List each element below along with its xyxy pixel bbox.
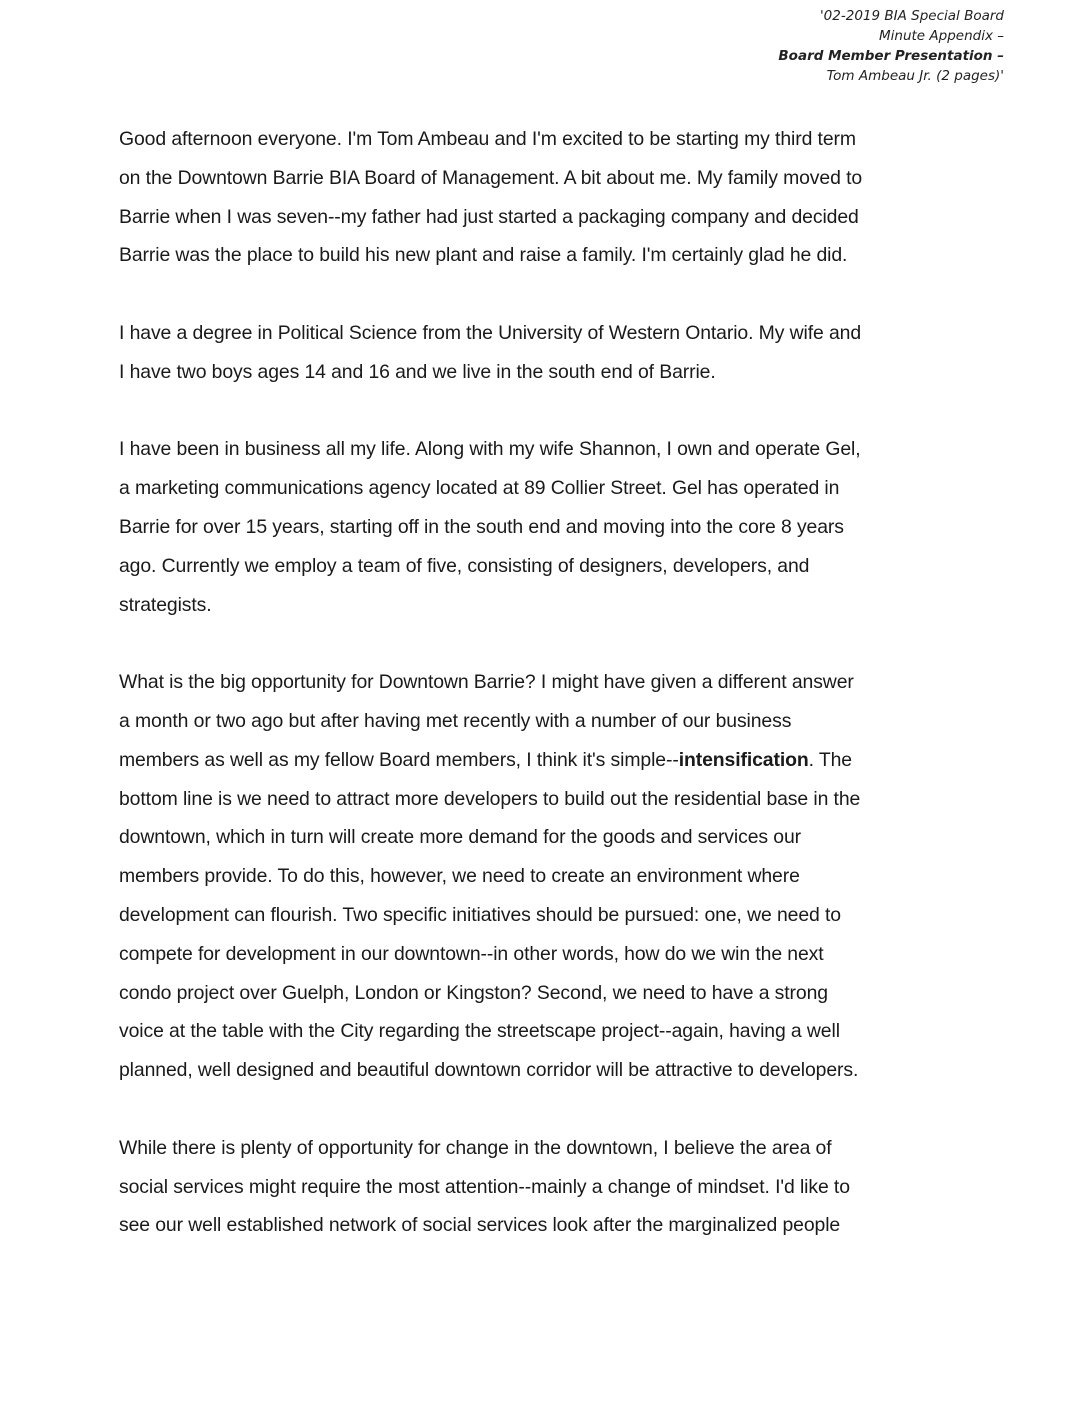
text-segment: members as well as my fellow Board members, I think it's simple-- (119, 748, 679, 771)
paragraph-business (119, 430, 999, 624)
text-line: bottom line is we need to attract more developers to build out the residential base in the (119, 787, 861, 810)
text-line (119, 741, 999, 780)
text-line: What is the big opportunity for Downtown Barrie? I might have given a different answer (119, 671, 854, 694)
text-line: voice at the table with the City regarding the streetscape project--again, having a well (119, 1020, 840, 1043)
text-line: I have been in business all my life. Along with my wife Shannon, I own and operate Gel, (119, 438, 861, 461)
paragraph-social-services (119, 1129, 999, 1245)
text-line: members provide. To do this, however, we need to create an environment where (119, 865, 800, 888)
header-line-3: Board Member Presentation – (778, 48, 1004, 64)
text-line: Barrie when I was seven--my father had just started a packaging company and decided (119, 205, 859, 228)
header-line-4: Tom Ambeau Jr. (2 pages)' (826, 68, 1004, 84)
text-line: compete for development in our downtown--in other words, how do we win the next (119, 942, 824, 965)
header-line-1: '02-2019 BIA Special Board (819, 8, 1004, 24)
text-line: While there is plenty of opportunity for change in the downtown, I believe the area of (119, 1136, 832, 1159)
text-line: ago. Currently we employ a team of five, consisting of designers, developers, and (119, 554, 810, 577)
text-line: strategists. (119, 593, 212, 616)
emphasized-word: intensification (678, 748, 809, 771)
text-line: social services might require the most attention--mainly a change of mindset. I'd like to (119, 1175, 850, 1198)
document-header (684, 6, 1004, 86)
text-line: on the Downtown Barrie BIA Board of Management. A bit about me. My family moved to (119, 166, 863, 189)
text-segment: . The (808, 748, 852, 771)
header-line-2: Minute Appendix – (879, 28, 1004, 44)
text-line: I have a degree in Political Science from the University of Western Ontario. My wife and (119, 321, 862, 344)
text-line: condo project over Guelph, London or Kingston? Second, we need to have a strong (119, 981, 828, 1004)
text-line: Good afternoon everyone. I'm Tom Ambeau and I'm excited to be starting my third term (119, 128, 856, 150)
document-body (119, 120, 999, 1284)
text-line: a month or two ago but after having met recently with a number of our business (119, 709, 792, 732)
text-line: Barrie was the place to build his new plant and raise a family. I'm certainly glad he did. (119, 244, 848, 267)
text-line: see our well established network of social services look after the marginalized people (119, 1214, 841, 1237)
text-line: a marketing communications agency located at 89 Collier Street. Gel has operated in (119, 477, 840, 500)
text-line: Barrie for over 15 years, starting off in the south end and moving into the core 8 years (119, 515, 844, 538)
paragraph-education-family (119, 314, 999, 392)
text-line: development can flourish. Two specific initiatives should be pursued: one, we need to (119, 903, 841, 926)
paragraph-opportunity (119, 663, 999, 1090)
text-line: I have two boys ages 14 and 16 and we live in the south end of Barrie. (119, 360, 716, 383)
text-line: planned, well designed and beautiful downtown corridor will be attractive to developers. (119, 1059, 859, 1082)
paragraph-introduction (119, 120, 999, 275)
text-line: downtown, which in turn will create more demand for the goods and services our (119, 826, 801, 849)
